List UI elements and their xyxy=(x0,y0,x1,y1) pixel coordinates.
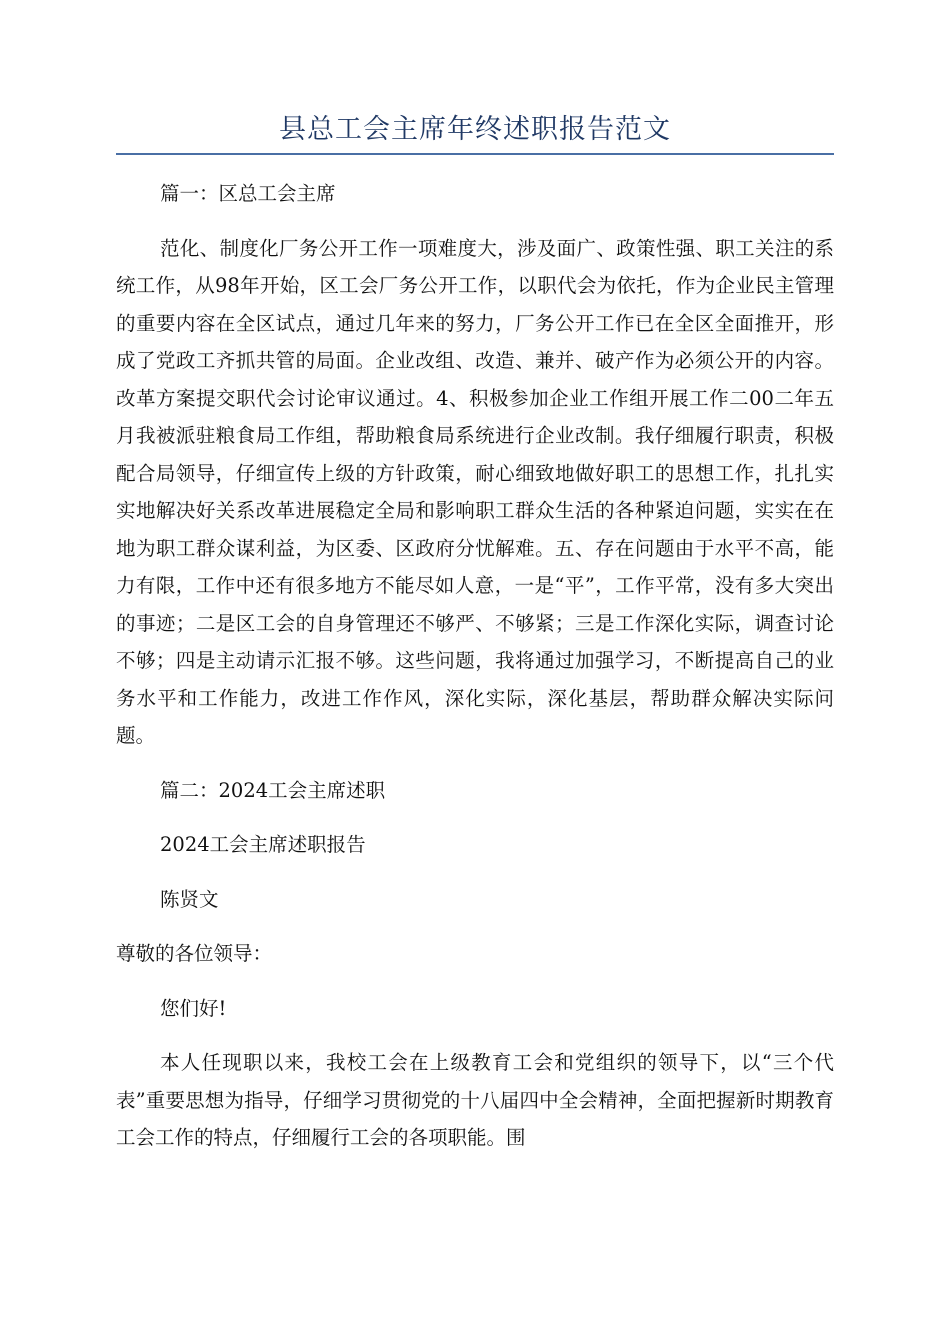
title-underline xyxy=(116,153,834,155)
greeting: 您们好! xyxy=(160,996,227,1020)
document-body xyxy=(116,175,834,1157)
salutation: 尊敬的各位领导： xyxy=(116,942,273,965)
section-heading-1: 篇一：区总工会主席 xyxy=(160,182,336,205)
section-heading-2: 篇二：2024工会主席述职 xyxy=(160,778,386,802)
report-title: 2024工会主席述职报告 xyxy=(160,833,366,856)
body-paragraph-1: 范化、制度化厂务公开工作一项难度大，涉及面广、政策性强、职工关注的系统工作，从98年开始，区工会厂务公开工作，以职代会为依托，作为企业民主管理的重要内容在全区试点，通过几年来的努力，厂务公开工作已在全区全面推开，形成了党政工齐抓共管的局面。企业改组、改造、兼并、破产作为必须公开的内容。改革方案提交职代会讨论审议通过。4、积极参加企业工作组开展工作二00二年五月我被派驻粮食局工作组，帮助粮食局系统进行企业改制。我仔细履行职责，积极配合局领导，仔细宣传上级的方针政策，耐心细致地做好职工的思想工作，扎扎实实地解决好关系改革进展稳定全局和影响职工群众生活的各种紧迫问题，实实在在地为职工群众谋利益，为区委、区政府分忧解难。五、存在问题由于水平不高，能力有限，工作中还有很多地方不能尽如人意，一是“平”，工作平常，没有多大突出的事迹；二是区工会的自身管理还不够严、不够紧；三是工作深化实际，调查讨论不够；四是主动请示汇报不够。这些问题，我将通过加强学习，不断提高自己的业务水平和工作能力，改进工作作风，深化实际，深化基层，帮助群众解决实际问题。 xyxy=(116,236,834,747)
document-page xyxy=(116,108,834,1157)
author-name: 陈贤文 xyxy=(160,887,219,911)
body-paragraph-2: 本人任现职以来，我校工会在上级教育工会和党组织的领导下，以“三个代表”重要思想为指导，仔细学习贯彻党的十八届四中全会精神，全面把握新时期教育工会工作的特点，仔细履行工会的各项职能。围 xyxy=(116,1051,834,1149)
document-title: 县总工会主席年终述职报告范文 xyxy=(279,114,671,145)
